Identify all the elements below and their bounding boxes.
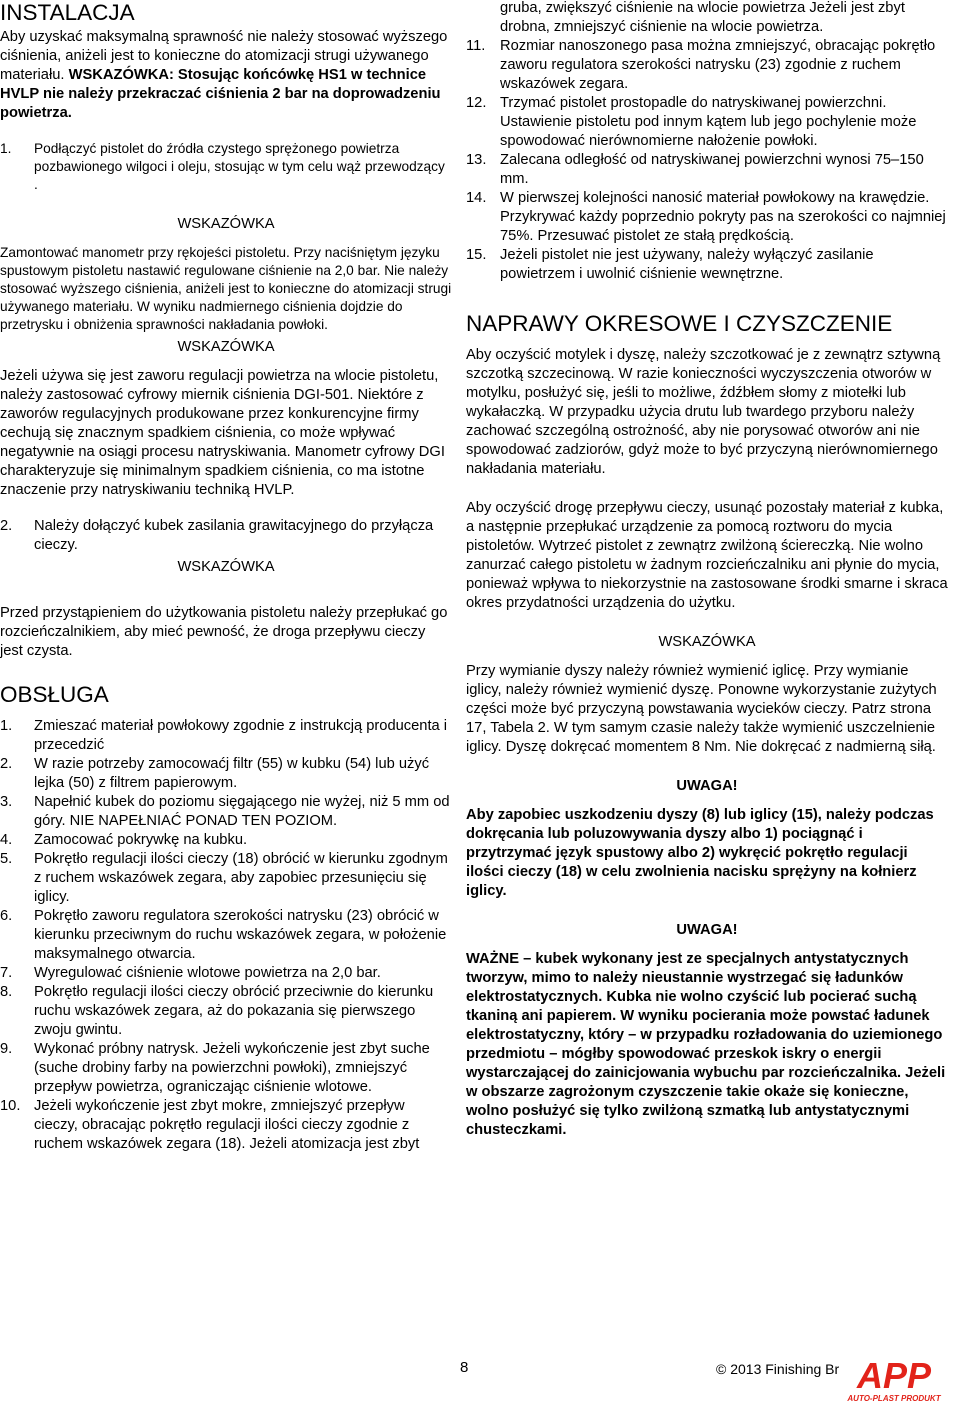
- caution-text: Aby zapobiec uszkodzeniu dyszy (8) lub iglicy (15), należy podczas dokręcania lub poluzowywania dyszy albo 1) pociągnąć i przytrzymać język spustowy albo 2) wykręcić pokrętło regulacji ilości cieczy (18) w celu zwolnienia nacisku sprężyny na kołnierz iglicy.: [466, 807, 934, 899]
- step-text: Pokrętło regulacji ilości cieczy (18) obrócić w kierunku zgodnym z ruchem wskazówek zegara, aby zapobiec przesunięciu się iglicy.: [34, 851, 448, 905]
- warning-title: WSKAZÓWKA: [177, 559, 275, 575]
- step-text: Podłączyć pistolet do źródła czystego sprężonego powietrza pozbawionego wilgoci i oleju, stosując w tym celu wąż przewodzący .: [34, 141, 445, 192]
- step-text: Zamocować pokrywkę na kubku.: [34, 832, 248, 848]
- step-number: 2.: [0, 518, 13, 534]
- intro-bold-note: WSKAZÓWKA: Stosując końcówkę HS1 w technice HVLP nie należy przekraczać ciśnienia 2 bar na doprowadzeniu powietrza.: [0, 67, 441, 121]
- step-text: Wykonać próbny natrysk. Jeżeli wykończenie jest zbyt suche (suche drobiny farby na powierzchni powłoki), zmniejszyć przepływ powietrza, ograniczając ciśnienie wlotowe.: [34, 1041, 430, 1095]
- list-item: [466, 37, 948, 94]
- left-column: [0, 0, 452, 1154]
- step-text: Wyregulować ciśnienie wlotowe powietrza na 2,0 bar.: [34, 965, 381, 981]
- step-number: 12.: [466, 95, 487, 111]
- maintenance-paragraph: Aby oczyścić motylek i dyszę, należy szczotkować je z zewnątrz sztywną szczotką szczecinową. W razie konieczności wyczyszczenia otworów w motylku, posłużyć się, jeśli to możliwe, źdźbłem słomy z miotełki lub wykałaczką. W przypadku użycia drutu lub twardego przyboru należy zachować szczególną ostrożność, aby nie porysować otworów ani nie spowodować zadziorów, gdyż może to być przyczyną nierównomiernego nakładania materiału.: [466, 347, 941, 477]
- intro-paragraph: [0, 28, 452, 123]
- step-number: 3.: [0, 794, 13, 810]
- warning-text: Przed przystąpieniem do użytkowania pistoletu należy przepłukać go rozcieńczalnikiem, aby mieć pewność, że droga przepływu cieczy jest czysta.: [0, 605, 448, 659]
- step-number: 14.: [466, 190, 487, 206]
- step-text: Jeżeli wykończenie jest zbyt mokre, zmniejszyć przepływ cieczy, obracając pokrętło regulacji ilości cieczy zgodnie z ruchem wskazówek zegara (18). Jeżeli atomizacja jest zbyt: [34, 1098, 420, 1152]
- warning-title: WSKAZÓWKA: [177, 216, 275, 232]
- step-text: Należy dołączyć kubek zasilania grawitacyjnego do przyłącza cieczy.: [34, 518, 434, 553]
- caution-text: WAŻNE – kubek wykonany jest ze specjalnych antystatycznych tworzyw, mimo to należy nieustannie wystrzegać się ładunków elektrostatycznych. Kubka nie wolno czyścić lub pocierać suchą tkaniną ani papierem. W wyniku pocierania może powstać ładunek elektrostatyczny, który – w przypadku rozładowania do uziemionego przedmiotu – mógłby spowodować przeskok iskry o energii wystarczającej do zainicjowania wybuchu par rozcieńczalnika. Jeżeli w obszarze zagrożonym czyszczenie takie okaże się konieczne, wolno posłużyć się tylko zwilżoną szmatką lub antystatycznymi chusteczkami.: [466, 951, 946, 1138]
- list-item: [0, 793, 452, 831]
- step-text: Zalecana odległość od natryskiwanej powierzchni wynosi 75–150 mm.: [500, 152, 924, 187]
- warning-title: WSKAZÓWKA: [177, 339, 275, 355]
- section-title-instalacja: INSTALACJA: [0, 0, 135, 25]
- step-number: 5.: [0, 851, 13, 867]
- step-number: 10.: [0, 1098, 21, 1114]
- list-item: [0, 850, 452, 907]
- operation-steps-list: [0, 717, 452, 1154]
- step-number: 6.: [0, 908, 13, 924]
- list-item: [0, 983, 452, 1040]
- step-number: 4.: [0, 832, 13, 848]
- app-logo: [835, 1355, 953, 1405]
- intro-plain-text: Aby uzyskać maksymalną sprawność nie należy stosować wyższego ciśnienia, aniżeli jest to konieczne do atomizacji strugi używanego materiału.: [0, 29, 448, 83]
- step-number: 7.: [0, 965, 13, 981]
- logo-text: APP: [856, 1355, 932, 1396]
- step-text: Pokrętło zaworu regulatora szerokości natrysku (23) obrócić w kierunku przeciwnym do ruchu wskazówek zegara, w położenie maksymalnego otwarcia.: [34, 908, 447, 962]
- list-item: [0, 717, 452, 755]
- warning-text: Przy wymianie dyszy należy również wymienić iglicę. Przy wymianie iglicy, należy również wymienić dyszę. Ponowne wykorzystanie zużytych części może być przyczyną powstawania wycieków cieczy. Patrz strona 17, Tabela 2. W tym samym czasie należy także wymienić uszczelnienie iglicy. Dyszę dokręcać momentem 8 Nm. Nie dokręcać z nadmierną siłą.: [466, 663, 937, 755]
- step-number: 1.: [0, 718, 13, 734]
- step-number: 8.: [0, 984, 13, 1000]
- list-item: [0, 755, 452, 793]
- list-item: [0, 1097, 452, 1154]
- list-item: [466, 189, 948, 246]
- caution-title: UWAGA!: [676, 922, 738, 938]
- list-item: [466, 151, 948, 189]
- warning-text: Jeżeli używa się jest zaworu regulacji powietrza na wlocie pistoletu, należy zastosować cyfrowy miernik ciśnienia DGI-501. Niektóre z zaworów regulacyjnych produkowane przez konkurencyjne firmy cechują się znacznym spadkiem ciśnienia, co może wpływać negatywnie na osiągi procesu natryskiwania. Manometr cyfrowy DGI charakteryzuje się minimalnym spadkiem ciśnienia, co ma istotne znaczenie przy natryskiwaniu techniką HVLP.: [0, 368, 445, 498]
- step-number: 2.: [0, 756, 13, 772]
- step-text: W pierwszej kolejności nanosić materiał powłokowy na krawędzie. Przykrywać każdy poprzednio pokryty pas na szerokości co najmniej 75%. Przesuwać pistolet ze stałą prędkością.: [500, 190, 946, 244]
- step-number: 9.: [0, 1041, 13, 1057]
- list-item: [0, 831, 452, 850]
- warning-title: WSKAZÓWKA: [658, 634, 756, 650]
- section-title-obsluga: OBSŁUGA: [0, 682, 109, 707]
- step-text: Zmieszać materiał powłokowy zgodnie z instrukcją producenta i przecedzić: [34, 718, 448, 753]
- warning-text: Zamontować manometr przy rękojeści pistoletu. Przy naciśniętym języku spustowym pistoletu nastawić regulowane ciśnienie na 2,0 bar. Nie należy stosować wyższego ciśnienia, aniżeli jest to konieczne do atomizacji strugi używanego materiału. W wyniku nadmiernego ciśnienia dojdzie do przetrysku i obniżenia sprawności nakładania powłoki.: [0, 245, 452, 332]
- list-item: [0, 964, 452, 983]
- page-number: 8: [460, 1359, 469, 1376]
- step-text: W razie potrzeby zamocowaćj filtr (55) w kubku (54) lub użyć lejka (50) z filtrem papierowym.: [34, 756, 430, 791]
- logo-subtext: AUTO-PLAST PRODUKT: [847, 1394, 941, 1403]
- continued-step-text: [466, 0, 948, 37]
- step-number: 13.: [466, 152, 487, 168]
- list-item: [466, 246, 948, 284]
- operation-steps-list-continued: [466, 37, 948, 284]
- step-text: Rozmiar nanoszonego pasa można zmniejszyć, obracając pokrętło zaworu regulatora szerokości natrysku (23) zgodnie z ruchem wskazówek zegara.: [500, 38, 936, 92]
- caution-title: UWAGA!: [676, 778, 738, 794]
- install-step-2: [0, 517, 452, 555]
- maintenance-paragraph: Aby oczyścić drogę przepływu cieczy, usunąć pozostały materiał z kubka, a następnie przepłukać urządzenie za pomocą roztworu do mycia pistoletów. Wytrzeć pistolet z zewnątrz zwilżoną ściereczką. Nie wolno zanurzać całego pistoletu w żadnym rozcieńczalniku ani płynie do mycia, ponieważ wpływa to niekorzystnie na zastosowane środki smarne i skraca okres przydatności urządzenia do użytku.: [466, 500, 948, 611]
- step-text: Trzymać pistolet prostopadle do natryskiwanej powierzchni. Ustawienie pistoletu pod innym kątem lub jego pochylenie może spowodować nierównomierne nałożenie powłoki.: [500, 95, 917, 149]
- list-item: [0, 907, 452, 964]
- continued-text: gruba, zwiększyć ciśnienie na wlocie powietrza Jeżeli jest zbyt drobna, zmniejszyć ciśnienie na wlocie powietrza.: [500, 0, 905, 35]
- right-column: [466, 0, 948, 1140]
- step-number: 15.: [466, 247, 487, 263]
- list-item: [466, 94, 948, 151]
- step-text: Pokrętło regulacji ilości cieczy obrócić przeciwnie do kierunku ruchu wskazówek zegara, aż do pokazania się pierwszego zwoju gwintu.: [34, 984, 434, 1038]
- step-text: Napełnić kubek do poziomu sięgającego nie wyżej, niż 5 mm od góry. NIE NAPEŁNIAĆ PONAD TEN POZIOM.: [34, 794, 450, 829]
- step-number: 11.: [466, 38, 486, 54]
- install-step-1: [0, 140, 452, 194]
- step-number: 1.: [0, 141, 12, 156]
- step-text: Jeżeli pistolet nie jest używany, należy wyłączyć zasilanie powietrzem i uwolnić ciśnienie wewnętrzne.: [500, 247, 874, 282]
- section-title-naprawy: NAPRAWY OKRESOWE I CZYSZCZENIE: [466, 311, 893, 336]
- copyright-text: © 2013 Finishing Br: [716, 1361, 840, 1377]
- list-item: [0, 1040, 452, 1097]
